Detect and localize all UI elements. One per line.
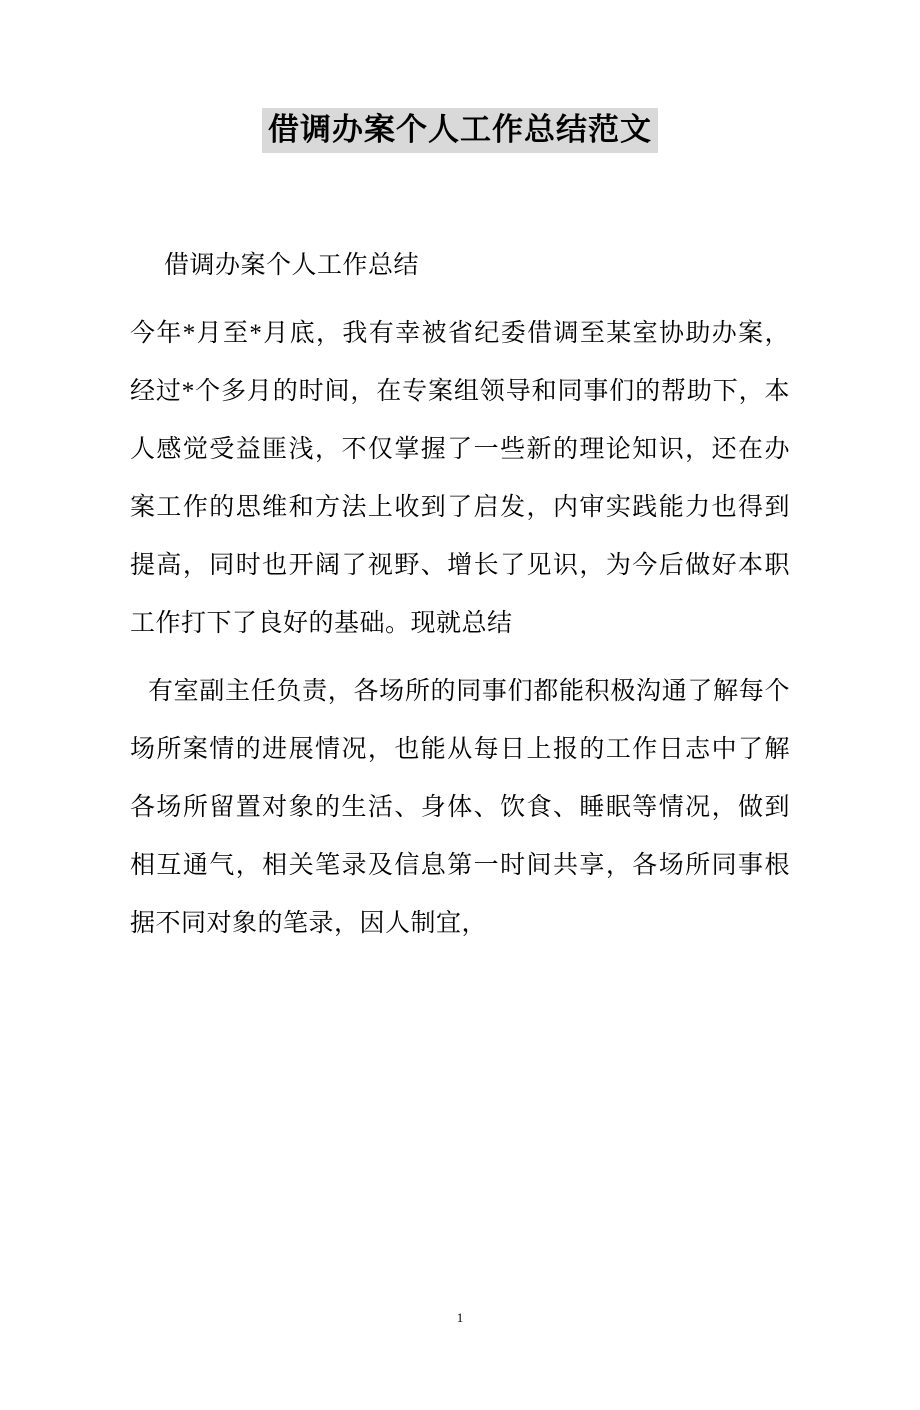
title-container [0, 108, 920, 153]
page-number: 1 [456, 1310, 464, 1325]
paragraph-subtitle: 借调办案个人工作总结 [164, 252, 420, 280]
page-title: 借调办案个人工作总结范文 [262, 108, 658, 153]
paragraph-intro: 今年*月至*月底，我有幸被省纪委借调至某室协助办案，经过*个多月的时间，在专案组领导和同事们的帮助下，本人感觉受益匪浅，不仅掌握了一些新的理论知识，还在办案工作的思维和方法上收到了启发，内审实践能力也得到提高，同时也开阔了视野、增长了见识，为今后做好本职工作打下了良好的基础。现就总结 [130, 320, 790, 638]
document-body [130, 153, 790, 953]
document-page [0, 108, 920, 1410]
paragraph-body-1: 有室副主任负责，各场所的同事们都能积极沟通了解每个场所案情的进展情况，也能从每日上报的工作日志中了解各场所留置对象的生活、身体、饮食、睡眠等情况，做到相互通气，相关笔录及信息第一时间共享，各场所同事根据不同对象的笔录，因人制宜， [130, 678, 790, 938]
